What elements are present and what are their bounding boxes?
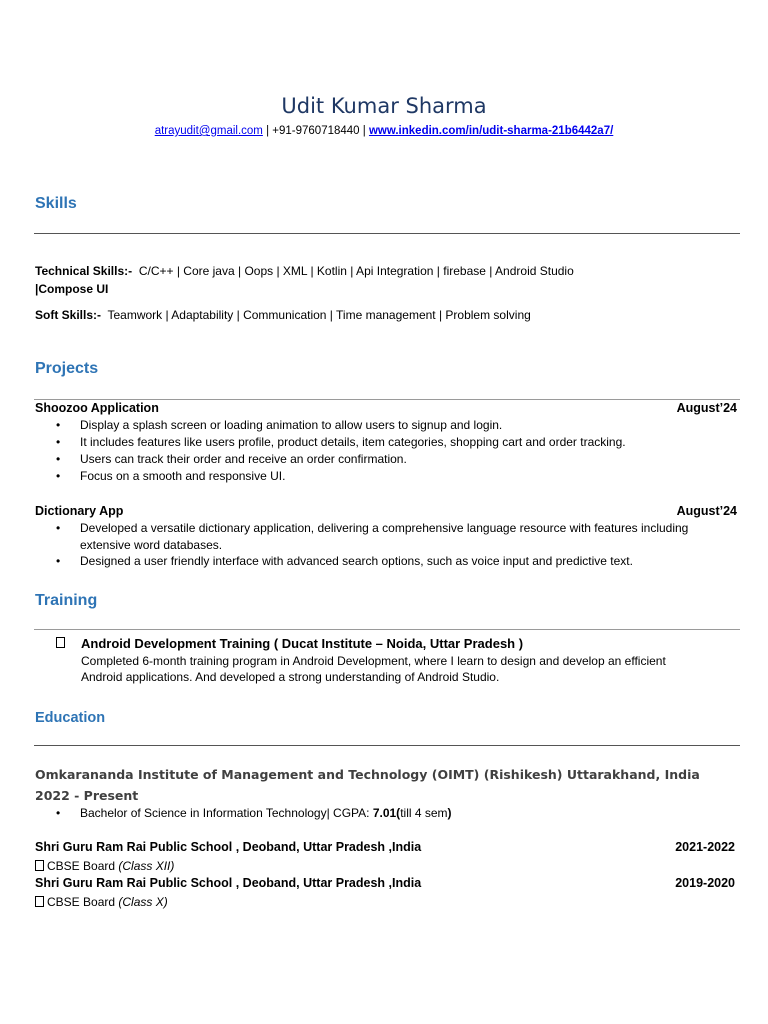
checkbox-icon: [35, 860, 44, 871]
soft-skills: [35, 308, 531, 322]
section-heading-training: Training: [35, 592, 98, 609]
linkedin-link[interactable]: www.inkedin.com/in/udit-sharma-21b6442a7/: [368, 125, 614, 137]
bullet: •: [56, 806, 61, 820]
bullet: •: [56, 521, 61, 535]
training-title: Android Development Training ( Ducat Institute – Noida, Uttar Pradesh ): [81, 636, 524, 651]
email-link[interactable]: atrayudit@gmail.com: [154, 125, 263, 137]
technical-skills-value: C/C++ | Core java | Oops | XML | Kotlin | Api Integration | firebase | Android Studio: [138, 264, 574, 278]
board-class: (Class XII): [118, 859, 175, 873]
school-name: Shri Guru Ram Rai Public School , Deoband, Uttar Pradesh ,India: [35, 876, 422, 890]
project-bullet-cont: extensive word databases.: [80, 538, 223, 552]
project-bullet: It includes features like users profile, product details, item categories, shopping cart and order tracking.: [80, 435, 626, 449]
resume-name: Udit Kumar Sharma: [281, 94, 487, 118]
divider: [34, 745, 740, 746]
section-heading-skills: Skills: [35, 195, 77, 212]
technical-skills: [35, 264, 574, 278]
college-period: 2022 - Present: [35, 788, 139, 803]
technical-skills-value-2: |Compose UI: [35, 282, 109, 296]
board-name: CBSE Board: [47, 859, 119, 873]
cgpa-close: ): [447, 806, 452, 820]
school-board: [35, 859, 174, 873]
soft-skills-value: Teamwork | Adaptability | Communication | Time management | Problem solving: [107, 308, 531, 322]
section-heading-education: Education: [35, 710, 106, 726]
divider: [34, 233, 740, 234]
degree-text: Bachelor of Science in Information Technology| CGPA:: [80, 806, 373, 820]
technical-skills-cont: [35, 282, 108, 296]
project-bullet: Focus on a smooth and responsive UI.: [80, 469, 286, 483]
project-date: August’24: [676, 504, 737, 518]
college-name: Omkarananda Institute of Management and Technology (OIMT) (Rishikesh) Uttarakhand, India: [35, 767, 700, 782]
school-board: [35, 895, 168, 909]
board-name: CBSE Board: [47, 895, 119, 909]
project-bullet: Designed a user friendly interface with advanced search options, such as voice input and predictive text.: [80, 554, 633, 568]
technical-skills-label: Technical Skills:-: [35, 264, 133, 278]
divider: [34, 399, 740, 400]
school-years: 2021-2022: [675, 840, 735, 854]
cgpa-value: 7.01(: [372, 806, 401, 820]
training-desc: Android applications. And developed a strong understanding of Android Studio.: [81, 670, 500, 684]
checkbox-icon: [35, 896, 44, 907]
divider: [34, 629, 740, 630]
board-class: (Class X): [118, 895, 168, 909]
project-title: Dictionary App: [35, 504, 124, 518]
cgpa-note: till 4 sem: [400, 806, 448, 820]
school-name: Shri Guru Ram Rai Public School , Deoband, Uttar Pradesh ,India: [35, 840, 422, 854]
project-bullet: Users can track their order and receive an order confirmation.: [80, 452, 407, 466]
phone-text: | +91-9760718440 |: [262, 125, 369, 137]
training-desc: Completed 6-month training program in Android Development, where I learn to design and develop an efficient: [81, 654, 666, 668]
bullet: •: [56, 469, 61, 483]
project-bullet: Developed a versatile dictionary application, delivering a comprehensive language resource with features including: [80, 521, 689, 535]
school-years: 2019-2020: [675, 876, 735, 890]
contact-line: [0, 125, 768, 137]
checkbox-icon: [56, 637, 68, 650]
bullet: •: [56, 452, 61, 466]
section-heading-projects: Projects: [35, 360, 99, 377]
project-bullet: Display a splash screen or loading animation to allow users to signup and login.: [80, 418, 503, 432]
degree-line: [80, 806, 452, 820]
soft-skills-label: Soft Skills:-: [35, 308, 102, 322]
project-title: Shoozoo Application: [35, 401, 159, 415]
bullet: •: [56, 435, 61, 449]
bullet: •: [56, 554, 61, 568]
bullet: •: [56, 418, 61, 432]
project-date: August’24: [676, 401, 737, 415]
